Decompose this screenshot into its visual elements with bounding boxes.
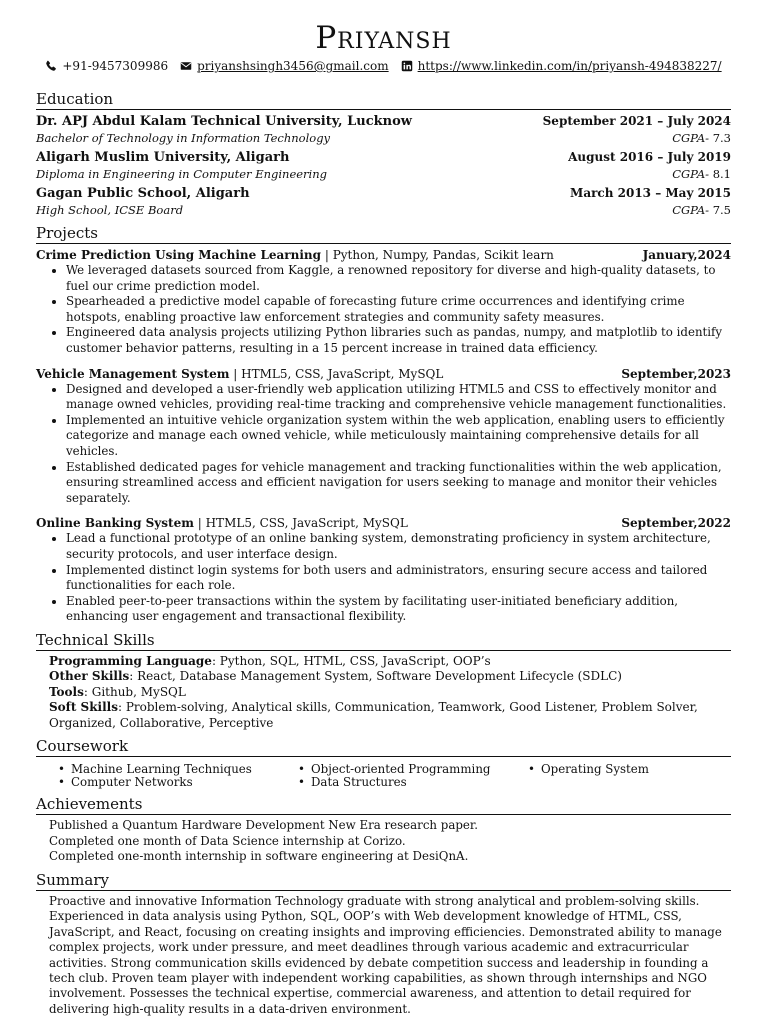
project-bullet: • Lead a functional prototype of an online banking system, demonstrating proficiency in system architecture, security protocols, and user interface design. — [66, 531, 731, 562]
course-item: • Operating System — [528, 763, 728, 776]
achievements-heading: Achievements — [36, 795, 731, 815]
project-title: Crime Prediction Using Machine Learning — [36, 248, 322, 262]
project-bullet: • Implemented distinct login systems for both users and administrators, ensuring secure access and tailored functionalities for each role. — [66, 563, 731, 594]
projects-heading: Projects — [36, 224, 731, 244]
achievement-item: Published a Quantum Hardware Development New Era research paper. — [49, 818, 478, 833]
course-item: • Machine Learning Techniques — [58, 763, 298, 776]
contact-bar — [36, 58, 731, 74]
course-item: • Computer Networks — [58, 776, 298, 789]
course-item: • Data Structures — [298, 776, 528, 789]
project-date: September,2022 — [621, 516, 731, 531]
grade-value: 7.3 — [712, 131, 731, 145]
contact-email[interactable] — [180, 58, 389, 74]
degree: Bachelor of Technology in Information Technology — [36, 131, 331, 145]
coursework-list — [36, 763, 731, 789]
contact-phone[interactable] — [45, 58, 168, 74]
project-tech: | Python, Numpy, Pandas, Scikit learn — [321, 248, 554, 262]
achievement-item: Completed one month of Data Science internship at Corizo. — [49, 833, 406, 848]
education-heading: Education — [36, 90, 731, 110]
degree: Diploma in Engineering in Computer Engineering — [36, 167, 327, 181]
education-date: March 2013 – May 2015 — [570, 186, 731, 200]
project-title: Online Banking System — [36, 516, 194, 531]
phone-icon — [45, 60, 57, 72]
skill-value: : React, Database Management System, Software Development Lifecycle (SDLC) — [129, 669, 622, 684]
skill-key: Tools — [49, 684, 84, 699]
skill-key: Programming Language — [49, 653, 212, 668]
grade-label: CGPA- — [672, 167, 710, 181]
email-link[interactable]: priyanshsingh3456@gmail.com — [197, 59, 389, 73]
education-list — [36, 112, 731, 218]
grade-value: 8.1 — [712, 167, 731, 181]
phone-number: +91-9457309986 — [62, 59, 169, 73]
grade — [672, 167, 731, 182]
skills-heading: Technical Skills — [36, 631, 731, 651]
education-date: August 2016 – July 2019 — [568, 150, 731, 164]
grade-label: CGPA- — [672, 203, 710, 217]
degree: High School, ICSE Board — [36, 203, 184, 217]
grade — [672, 131, 731, 146]
skills-list — [36, 654, 731, 732]
skill-value: : Problem-solving, Analytical skills, Communication, Teamwork, Good Listener, Problem Solver, Organized, Collaborative, Perceptive — [49, 700, 698, 730]
project-entry — [36, 515, 731, 625]
grade — [672, 203, 731, 218]
candidate-name: Priyansh — [315, 20, 452, 56]
contact-linkedin[interactable] — [401, 58, 722, 74]
project-bullet: • We leveraged datasets sourced from Kaggle, a renowned repository for diverse and high-quality datasets, to fuel our crime prediction model. — [66, 263, 731, 294]
project-bullet: • Spearheaded a predictive model capable of forecasting future crime occurrences and identifying crime hotspots, enabling proactive law enforcement strategies and community safety measures. — [66, 294, 731, 325]
skill-row — [49, 654, 731, 670]
skill-row — [49, 669, 731, 685]
skill-row — [49, 685, 731, 701]
summary-heading: Summary — [36, 871, 731, 891]
education-entry — [36, 148, 731, 182]
linkedin-icon — [401, 60, 413, 72]
school-name: Gagan Public School, Aligarh — [36, 186, 250, 201]
project-bullet: • Engineered data analysis projects utilizing Python libraries such as pandas, numpy, and matplotlib to identify customer behavior patterns, resulting in a 15 percent increase in trained data efficiency. — [66, 325, 731, 356]
envelope-icon — [180, 60, 192, 72]
skill-key: Other Skills — [49, 669, 130, 684]
project-entry — [36, 247, 731, 357]
grade-label: CGPA- — [672, 131, 710, 145]
grade-value: 7.5 — [712, 203, 731, 217]
education-entry — [36, 112, 731, 146]
linkedin-link[interactable]: https://www.linkedin.com/in/priyansh-494838227/ — [417, 59, 722, 73]
skill-value: : Github, MySQL — [83, 684, 186, 699]
project-bullet: • Designed and developed a user-friendly web application utilizing HTML5 and CSS to effectively monitor and manage owned vehicles, providing real-time tracking and comprehensive vehicle management functionalities. — [66, 382, 731, 413]
project-date: September,2023 — [621, 366, 731, 381]
skill-row — [49, 700, 731, 731]
education-date: September 2021 – July 2024 — [542, 114, 731, 128]
school-name: Dr. APJ Abdul Kalam Technical University, Lucknow — [36, 114, 412, 129]
achievements-list — [36, 818, 731, 865]
project-date: January,2024 — [642, 248, 731, 262]
project-tech: | HTML5, CSS, JavaScript, MySQL — [229, 366, 444, 381]
course-item: • Object-oriented Programming — [298, 763, 528, 776]
project-title: Vehicle Management System — [36, 366, 230, 381]
resume-page — [36, 18, 731, 1017]
school-name: Aligarh Muslim University, Aligarh — [36, 150, 290, 165]
project-tech: | HTML5, CSS, JavaScript, MySQL — [193, 516, 408, 531]
project-bullet: • Enabled peer-to-peer transactions within the system by facilitating user-initiated beneficiary addition, enhancing user engagement and transactional flexibility. — [66, 594, 731, 625]
skill-value: : Python, SQL, HTML, CSS, JavaScript, OOP’s — [211, 653, 491, 668]
project-bullet: • Established dedicated pages for vehicle management and tracking functionalities within the web application, ensuring streamlined access and efficient navigation for users seeking to manage and monitor their vehicles separately. — [66, 460, 731, 507]
skill-key: Soft Skills — [49, 700, 118, 715]
coursework-heading: Coursework — [36, 737, 731, 757]
project-bullet: • Implemented an intuitive vehicle organization system within the web application, enabling users to efficiently categorize and manage each owned vehicle, while meticulously maintaining comprehensive details for all vehicles. — [66, 413, 731, 460]
project-entry — [36, 366, 731, 507]
education-entry — [36, 184, 731, 218]
summary-text: Proactive and innovative Information Technology graduate with strong analytical and problem-solving skills. Experienced in data analysis using Python, SQL, OOP’s with Web development knowledge of HTML, CSS, JavaScript, and React, focusing on creating insights and improving efficiencies. Demonstrated ability to manage complex projects, work under pressure, and meet deadlines through various academic and extracurricular activities. Strong communication skills evidenced by debate competition success and leadership in founding a tech club. Proven team player with independent working capabilities, as shown through internships and NGO involvement. Possesses the technical expertise, commercial awareness, and attention to detail required for delivering high-quality results in a data-driven environment. — [49, 893, 722, 1016]
achievement-item: Completed one-month internship in software engineering at DesiQnA. — [49, 849, 469, 864]
